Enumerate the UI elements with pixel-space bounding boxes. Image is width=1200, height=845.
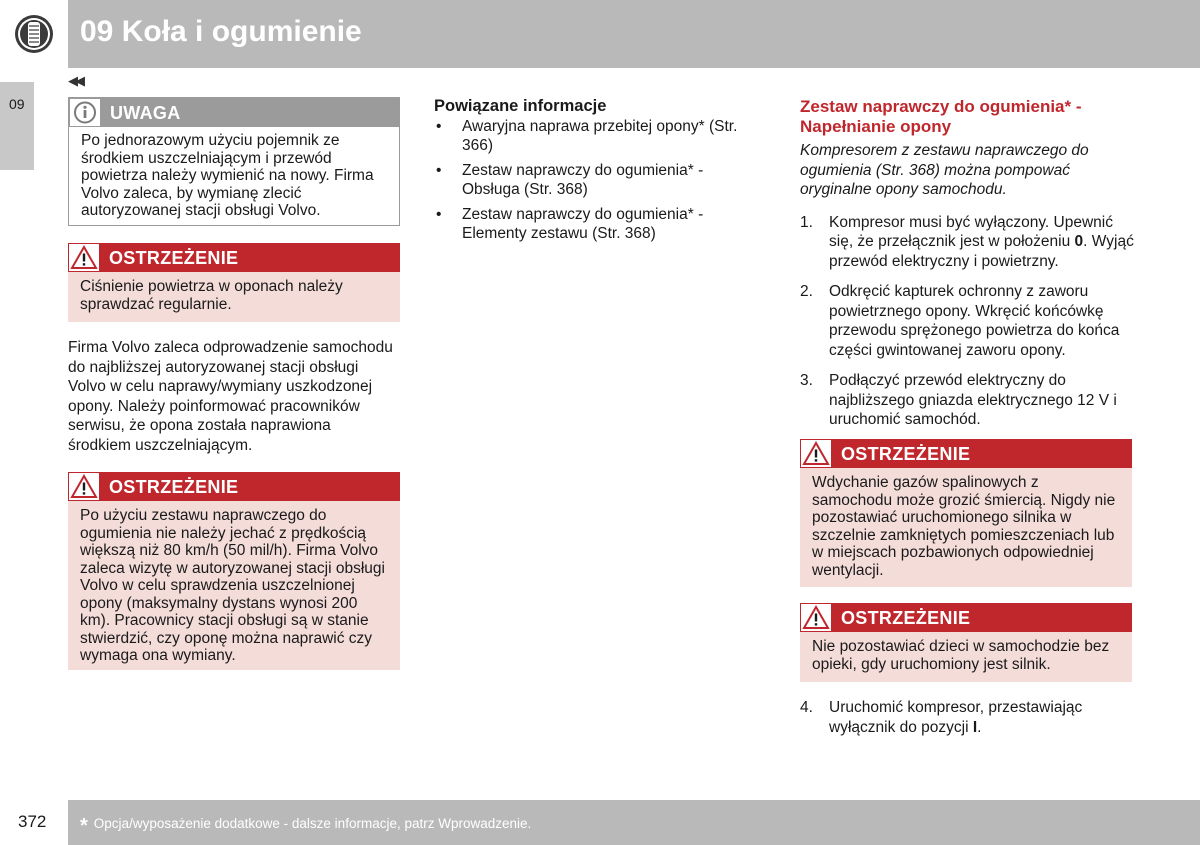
step-number: 3. <box>800 372 813 389</box>
steps-list <box>800 698 1135 737</box>
step-text: Kompresor musi być wyłączony. Upewnić się, że przełącznik jest w położeniu <box>829 213 1113 250</box>
body-paragraph: Firma Volvo zaleca odprowadzenie samochodu do najbliższej autoryzowanej stacji obsługi Volvo w celu naprawy/wymiany uszkodzonej opony. Należy poinformować pracowników serwisu, że opona została naprawiona środkiem uszczelniającym. <box>68 339 393 454</box>
warning-header <box>800 439 1132 468</box>
warning-header <box>800 603 1132 632</box>
warning-box <box>800 439 1132 587</box>
related-link[interactable]: • Zestaw naprawczy do ogumienia* - Elementy zestawu (Str. 368) <box>434 205 754 243</box>
page-footer <box>68 800 1200 845</box>
step-text: . <box>977 718 982 736</box>
warning-label: OSTRZEŻENIE <box>109 248 239 268</box>
step-4-container <box>800 698 1135 737</box>
warning-icon-box <box>800 439 832 468</box>
note-label: UWAGA <box>110 103 181 123</box>
info-icon-box <box>70 99 100 126</box>
warning-text: Po użyciu zestawu naprawczego do ogumienia nie należy jechać z prędkością większą niż 80 km/h (50 mil/h). Firma Volvo zaleca wizytę w autoryzowanej stacji obsługi Volvo w celu sprawdzenia uszczelnionej opony (maksymalny dystans wynosi 200 km). Pracownicy stacji obsługi są w stanie stwierdzić, czy oponę można naprawić czy wymaga ona wymiany. <box>80 507 385 664</box>
related-info <box>434 97 754 249</box>
warning-box <box>800 603 1132 682</box>
page-title: 09 Koła i ogumienie <box>80 15 362 48</box>
step-item <box>800 213 1135 272</box>
step-text: . Wyjąć przewód elektryczny i powietrzny. <box>829 233 1134 270</box>
chapter-icon-box <box>0 0 68 68</box>
footer-note <box>80 815 531 838</box>
related-link[interactable]: • Awaryjna naprawa przebitej opony* (Str. 366) <box>434 117 754 155</box>
step-number: 1. <box>800 213 813 231</box>
warning-icon-box <box>800 603 832 632</box>
steps-list <box>800 213 1135 430</box>
related-info-heading: Powiązane informacje <box>434 97 607 115</box>
tire-icon <box>14 14 54 54</box>
info-icon <box>70 99 100 126</box>
chapter-number: 09 <box>9 96 25 112</box>
continued-from-previous-icon[interactable]: ◀◀ <box>68 73 82 88</box>
related-links-list <box>434 117 754 243</box>
warning-header <box>68 472 400 501</box>
step-item <box>800 698 1135 737</box>
note-box <box>68 97 400 226</box>
step-number: 2. <box>800 283 813 300</box>
warning-header <box>68 243 400 272</box>
step-bold-value: I <box>972 718 978 736</box>
warning-box <box>68 243 400 322</box>
warning-icon-box <box>68 243 100 272</box>
step-text: Podłączyć przewód elektryczny do najbliższego gniazda elektrycznego 12 V i uruchomić samochód. <box>829 372 1117 428</box>
step-text: Uruchomić kompresor, przestawiając wyłącznik do pozycji <box>829 699 1083 736</box>
warning-text: Wdychanie gazów spalinowych z samochodu może grozić śmiercią. Nigdy nie pozostawiać uruchomionego silnika w szczelnie zamkniętych pomieszczeniach lub w miejscach pozbawionych odpowiedniej wentylacji. <box>812 474 1116 579</box>
warning-triangle-icon <box>801 440 831 467</box>
note-header <box>69 98 399 127</box>
warning-label: OSTRZEŻENIE <box>841 444 971 464</box>
warning-triangle-icon <box>801 604 831 631</box>
warning-text: Nie pozostawiać dzieci w samochodzie bez opieki, gdy uruchomiony jest silnik. <box>812 638 1110 673</box>
warning-triangle-icon <box>69 473 99 500</box>
section-intro: Kompresorem z zestawu naprawczego do ogumienia (Str. 368) można pompować oryginalne opony samochodu. <box>800 142 1089 198</box>
warning-label: OSTRZEŻENIE <box>841 608 971 628</box>
page-number: 372 <box>18 812 47 831</box>
step-text: Odkręcić kapturek ochronny z zaworu powietrznego opony. Wkręcić końcówkę przewodu sprężonego powietrza do końca części gwintowanej zaworu opony. <box>829 283 1120 359</box>
note-text: Po jednorazowym użyciu pojemnik ze środkiem uszczelniającym i przewód powietrza należy wymienić na nowy. Firma Volvo zaleca, by wymianę zlecić autoryzowanej stacji obsługi Volvo. <box>81 132 374 219</box>
warning-box <box>68 472 400 670</box>
page-header <box>0 0 1200 68</box>
step-item <box>800 371 1135 430</box>
warning-label: OSTRZEŻENIE <box>109 477 239 497</box>
chapter-tab[interactable] <box>0 82 34 170</box>
related-link[interactable]: • Zestaw naprawczy do ogumienia* - Obsługa (Str. 368) <box>434 161 754 199</box>
asterisk-marker: * <box>80 815 88 837</box>
section-title: Zestaw naprawczy do ogumienia* - Napełnianie opony <box>800 97 1082 136</box>
warning-triangle-icon <box>69 244 99 271</box>
warning-icon-box <box>68 472 100 501</box>
step-item <box>800 282 1135 360</box>
step-bold-value: 0 <box>1074 233 1084 250</box>
warning-text: Ciśnienie powietrza w oponach należy sprawdzać regularnie. <box>80 278 343 313</box>
footer-text: Opcja/wyposażenie dodatkowe - dalsze informacje, patrz Wprowadzenie. <box>93 816 532 831</box>
section-content <box>800 97 1135 430</box>
step-number: 4. <box>800 699 813 716</box>
